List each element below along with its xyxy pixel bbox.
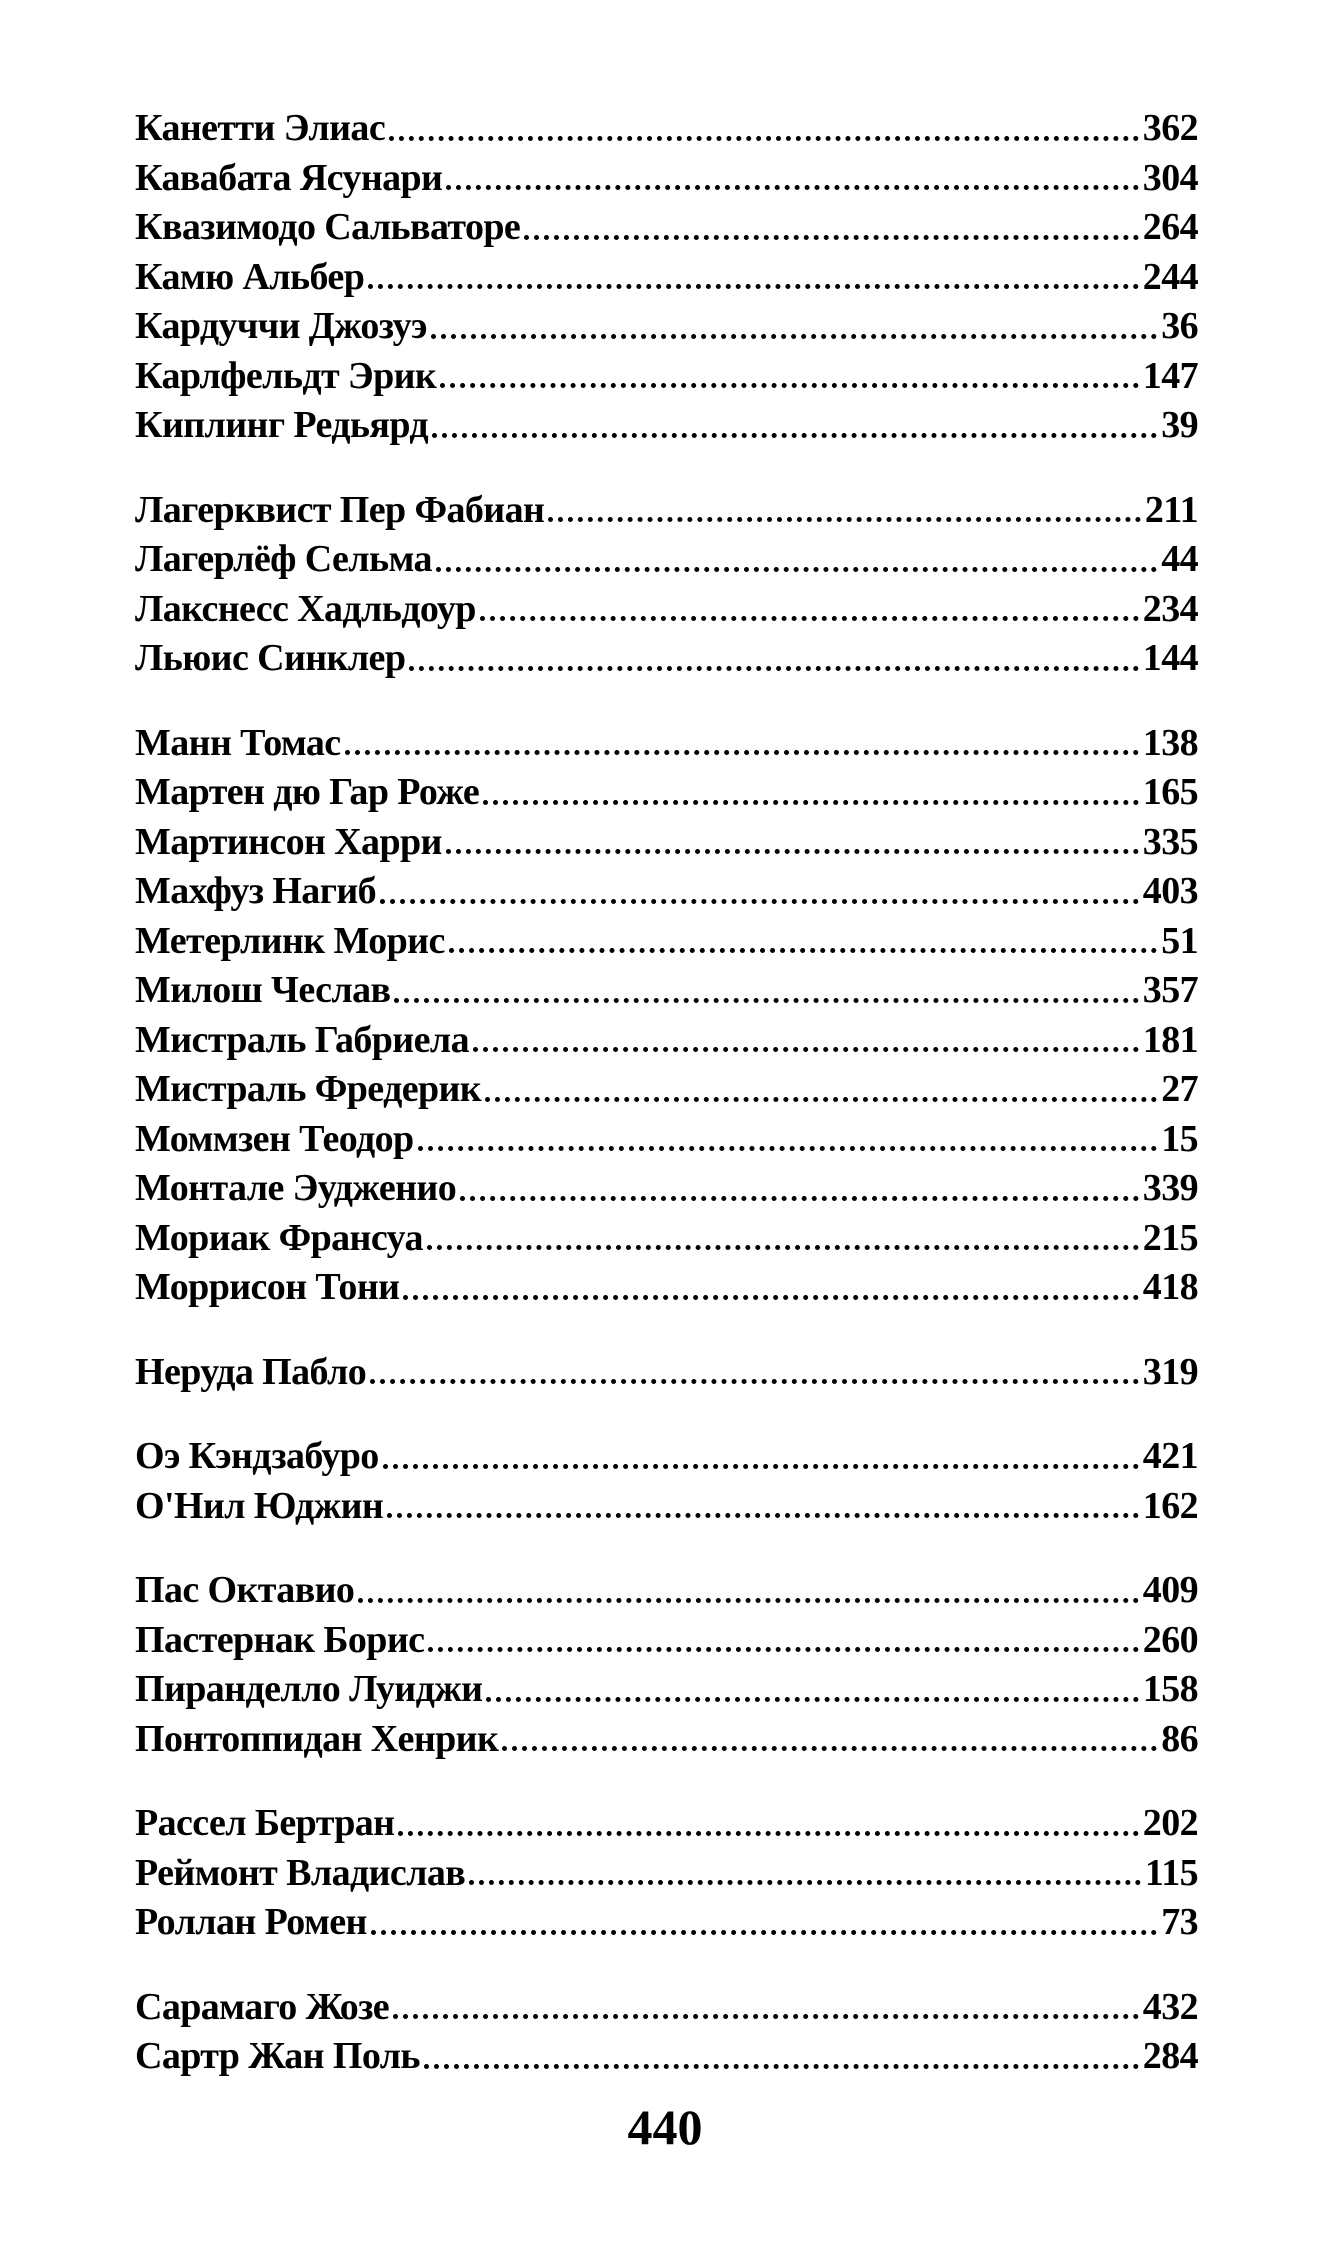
author-name: Пастернак Борис	[135, 1618, 425, 1661]
author-name: Оэ Кэндзабуро	[135, 1435, 379, 1477]
author-name: Пас Октавио	[135, 1569, 355, 1611]
dot-leader	[486, 1696, 1138, 1702]
dot-leader	[418, 1145, 1158, 1151]
dot-leader	[389, 135, 1139, 141]
index-entry	[135, 1665, 1198, 1715]
index-entry	[135, 867, 1198, 917]
dot-leader	[431, 333, 1157, 339]
dot-leader	[469, 1879, 1141, 1885]
dot-leader	[409, 665, 1138, 671]
dot-leader	[428, 1646, 1138, 1652]
dot-leader	[383, 1463, 1139, 1469]
author-name: Милош Чеслав	[135, 969, 391, 1011]
page-reference: 202	[1142, 1802, 1198, 1844]
dot-leader	[436, 566, 1157, 572]
index-entry	[135, 1799, 1198, 1849]
page-reference: 339	[1142, 1167, 1198, 1209]
dot-leader	[380, 898, 1139, 904]
index-entry	[135, 1482, 1198, 1532]
page-reference: 421	[1142, 1435, 1198, 1477]
author-name: Камю Альбер	[135, 255, 365, 298]
author-name: Реймонт Владислав	[135, 1851, 466, 1894]
author-name: Льюис Синклер	[135, 637, 406, 679]
author-name: Неруда Пабло	[135, 1350, 367, 1393]
index-group	[135, 1799, 1198, 1948]
index-entry	[135, 1566, 1198, 1616]
page-reference: 144	[1142, 637, 1198, 679]
author-name: Роллан Ромен	[135, 1901, 367, 1943]
index-entry	[135, 1263, 1198, 1313]
page-reference: 36	[1161, 305, 1198, 347]
author-name: Сарамаго Жозе	[135, 1985, 390, 2028]
dot-leader	[483, 799, 1139, 805]
dot-leader	[485, 1096, 1157, 1102]
dot-leader	[398, 1830, 1138, 1836]
dot-leader	[524, 234, 1139, 240]
index-entry	[135, 1115, 1198, 1165]
dot-leader	[387, 1512, 1139, 1518]
index-entry	[135, 1348, 1198, 1398]
index-entry	[135, 154, 1198, 204]
author-name: Махфуз Нагиб	[135, 870, 377, 912]
dot-leader	[446, 184, 1138, 190]
author-name: Карлфельдт Эрик	[135, 354, 437, 397]
index-entry	[135, 302, 1198, 352]
dot-leader	[393, 2013, 1139, 2019]
page-reference: 284	[1142, 2035, 1198, 2077]
page-reference: 215	[1142, 1216, 1198, 1259]
page-reference: 432	[1142, 1985, 1198, 2028]
author-name: Кавабата Ясунари	[135, 156, 443, 199]
index-entry	[135, 1164, 1198, 1214]
author-name: Мориак Франсуа	[135, 1216, 423, 1259]
index-entry	[135, 719, 1198, 769]
page-reference: 264	[1142, 206, 1198, 248]
author-name: Мистраль Габриела	[135, 1018, 469, 1061]
page-reference: 304	[1142, 156, 1198, 199]
author-name: Кардуччи Джозуэ	[135, 305, 427, 347]
index-entry	[135, 401, 1198, 451]
dot-leader	[345, 749, 1139, 755]
index-group	[135, 719, 1198, 1313]
author-name: Квазимодо Сальваторе	[135, 206, 521, 248]
dot-leader	[394, 997, 1138, 1003]
dot-leader	[548, 516, 1141, 522]
index-entry	[135, 585, 1198, 635]
page-reference: 357	[1142, 969, 1198, 1011]
index-entry	[135, 535, 1198, 585]
page-reference: 138	[1142, 721, 1198, 764]
page-reference: 409	[1142, 1569, 1198, 1611]
author-name: Мартен дю Гар Роже	[135, 771, 480, 813]
page-reference: 418	[1142, 1266, 1198, 1308]
index-entry	[135, 917, 1198, 967]
index-entry	[135, 352, 1198, 402]
dot-leader	[473, 1046, 1139, 1052]
dot-leader	[368, 283, 1139, 289]
author-name: Пиранделло Луиджи	[135, 1668, 483, 1710]
dot-leader	[480, 615, 1139, 621]
dot-leader	[403, 1294, 1138, 1300]
index-group	[135, 1348, 1198, 1398]
page-reference: 44	[1161, 538, 1198, 580]
author-name: Моммзен Теодор	[135, 1117, 414, 1160]
page-reference: 319	[1142, 1350, 1198, 1393]
author-name: Мартинсон Харри	[135, 820, 442, 863]
index-entry	[135, 104, 1198, 154]
author-name: Рассел Бертран	[135, 1802, 395, 1844]
index-entry	[135, 1849, 1198, 1899]
author-name: Монтале Эудженио	[135, 1167, 457, 1209]
page-reference: 51	[1161, 919, 1198, 962]
author-name: Манн Томас	[135, 721, 341, 764]
index-group	[135, 486, 1198, 684]
page-reference: 147	[1142, 354, 1198, 397]
page-reference: 181	[1142, 1018, 1198, 1061]
index-entry	[135, 1065, 1198, 1115]
author-name: Киплинг Редьярд	[135, 404, 429, 446]
page-reference: 362	[1142, 107, 1198, 149]
index-entry	[135, 1983, 1198, 2033]
page-reference: 403	[1142, 870, 1198, 912]
index-group	[135, 1432, 1198, 1531]
page-reference: 158	[1142, 1668, 1198, 1710]
index-entry	[135, 1016, 1198, 1066]
page-reference: 244	[1142, 255, 1198, 298]
index-entry	[135, 1432, 1198, 1482]
index-entry	[135, 2032, 1198, 2082]
author-name: Сартр Жан Поль	[135, 2035, 420, 2077]
page-reference: 27	[1161, 1068, 1198, 1110]
index-entry	[135, 253, 1198, 303]
page-number: 440	[627, 2099, 703, 2155]
author-name: Лакснесс Хадльдоур	[135, 587, 476, 630]
index-group	[135, 104, 1198, 451]
page-reference: 234	[1142, 587, 1198, 630]
page-reference: 115	[1144, 1851, 1198, 1894]
dot-leader	[424, 2063, 1139, 2069]
index-entry	[135, 1616, 1198, 1666]
author-name: Метерлинк Морис	[135, 919, 445, 962]
dot-leader	[427, 1244, 1139, 1250]
page-reference: 86	[1161, 1717, 1198, 1760]
dot-leader	[432, 432, 1157, 438]
page-reference: 335	[1142, 820, 1198, 863]
author-name: Лагерлёф Сельма	[135, 538, 432, 580]
page-reference: 39	[1161, 404, 1198, 446]
dot-leader	[440, 382, 1139, 388]
page-reference: 73	[1161, 1901, 1198, 1943]
author-name: Моррисон Тони	[135, 1266, 400, 1308]
page-reference: 211	[1144, 488, 1198, 531]
dot-leader	[502, 1745, 1157, 1751]
index-entry	[135, 486, 1198, 536]
page-reference: 15	[1161, 1117, 1198, 1160]
index-entry	[135, 1715, 1198, 1765]
index-group	[135, 1566, 1198, 1764]
dot-leader	[371, 1929, 1157, 1935]
index-entry	[135, 966, 1198, 1016]
index-entry	[135, 203, 1198, 253]
page-reference: 260	[1142, 1618, 1198, 1661]
author-name: Канетти Элиас	[135, 107, 386, 149]
index-group	[135, 1983, 1198, 2082]
dot-leader	[370, 1378, 1139, 1384]
author-name: О'Нил Юджин	[135, 1484, 384, 1527]
index-entry	[135, 768, 1198, 818]
dot-leader	[449, 947, 1157, 953]
page-reference: 162	[1142, 1484, 1198, 1527]
index-entry	[135, 1898, 1198, 1948]
author-name: Лагерквист Пер Фабиан	[135, 488, 545, 531]
author-name: Понтоппидан Хенрик	[135, 1717, 499, 1760]
page-reference: 165	[1142, 771, 1198, 813]
dot-leader	[358, 1597, 1138, 1603]
dot-leader	[460, 1195, 1139, 1201]
dot-leader	[446, 848, 1139, 854]
author-index	[135, 104, 1198, 2082]
index-entry	[135, 1214, 1198, 1264]
index-entry	[135, 634, 1198, 684]
author-name: Мистраль Фредерик	[135, 1068, 482, 1110]
index-entry	[135, 818, 1198, 868]
